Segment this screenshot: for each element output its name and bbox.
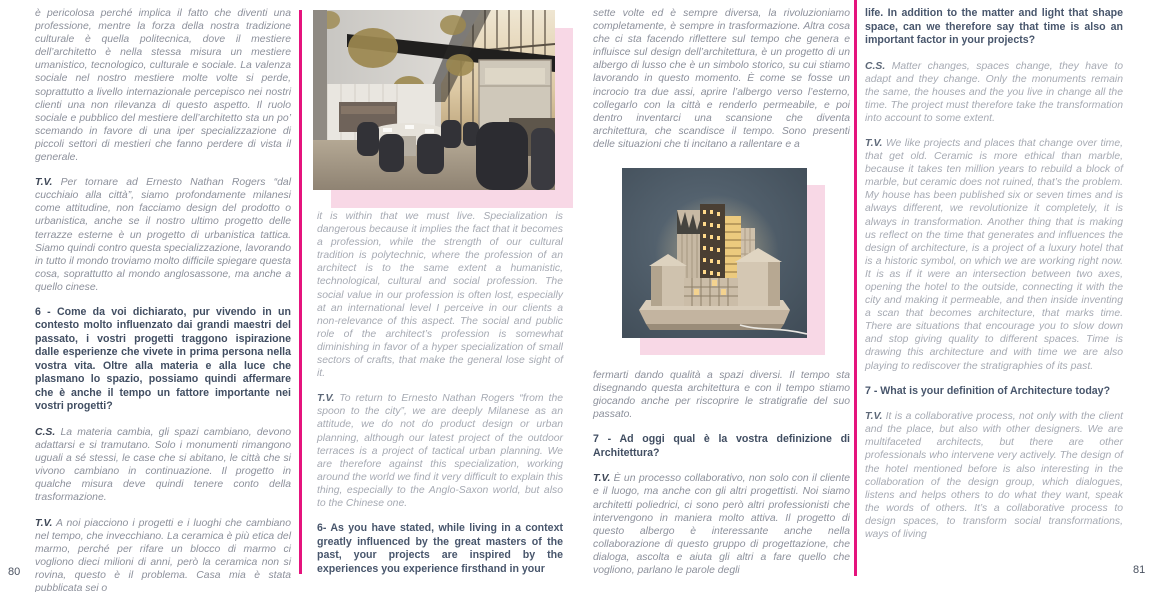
question-6-heading-en: 6- As you have stated, while living in a context greatly influenced by the great masters of the past, your projects are inspired by the experiences you experience firsthand in your (317, 522, 563, 575)
answer-text: To return to Ernesto Nathan Rogers “from the spoon to the city”, we are deeply Milanese as an attitude, we do not do product design or urban planning, although our latest project of the outdoor terraces is a project of tactical urban planning. We are therefore against this specialization, working around the world we find it very difficult to explain this thing, especially to the Anglo-Saxon world, but also to the Chinese one. (317, 393, 564, 509)
speaker-label: T.V. (317, 393, 335, 405)
answer-text: Per tornare ad Ernesto Nathan Rogers “dal cucchiaio alla città”, siamo profondamente milanesi come attitudine, non facciamo design del prodotto o urbanistica, anche se il nostro ultimo progetto delle terrazze esterne è un progetto di urbanistica tattica. Siamo quindi contro questa specializzazione, lavorando in tutto il mondo troviamo molto difficile spiegare questa cosa, soprattutto al mondo anglosassone, ma anche a quello cinese. (35, 177, 292, 293)
restaurant-interior-photo (313, 10, 555, 190)
paragraph (35, 517, 291, 592)
left-page-column-1 (35, 7, 291, 592)
speaker-label: T.V. (865, 411, 883, 423)
page-divider-bar (854, 0, 857, 576)
left-page-column-2 (317, 210, 563, 588)
speaker-label: C.S. (865, 60, 886, 72)
answer-text: A noi piacciono i progetti e i luoghi che cambiano nel tempo, che invecchiano. La ceramica è più etica del marmo, perché per rifare un blocco di marmo ci vogliono dieci milioni di anni, però la ceramica non si rovina, questo è il problema. Casa mia è stata pubblicata sei o (35, 517, 291, 592)
architectural-model-photo (622, 168, 807, 338)
answer-text: We like projects and places that change over time, that get old. Ceramic is more ethical than marble, because it takes ten million years to rebuild a block of marble, but ceramic does not ruined, that’s the problem. My house has been published six or seven times and is always different, we revolutionize it completely, it is always in transformation. Another thing that is making us reflect on the time that generates and influences the design of architecture, is a project of a luxury hotel that is a historic symbol, on which we are working right now. It is as if it were an intersection between two axes, opening the hotel to the outside, connecting it with the city and making it permeable, and then inside inventing a scan that becomes architecture, that marks time. There are situations that encourage you to slow down and stop giving quality to different spaces. Time is drawing this architecture and with time we are also playing to rediscover the stratigraphies of its past. (865, 137, 1123, 372)
answer-text: La materia cambia, gli spazi cambiano, devono adattarsi e si tramutano. Solo i monumenti rimangono uguali a sé stessi, le case che si abitano, le città che si vivono cambiano in continuazione. Il progetto in qualche misura deve quindi tenere conto della trasformazione. (35, 426, 291, 504)
paragraph (35, 176, 291, 294)
paragraph (865, 60, 1123, 125)
paragraph (865, 410, 1123, 541)
paragraph (35, 426, 291, 505)
speaker-label: T.V. (593, 473, 611, 485)
paragraph: it is within that we must live. Specialization is dangerous because it implies the fact that it becomes a profession, while the strength of our cultural tradition is polytechnic, where the profession of an architect is to the same extent a humanistic, technological, cultural and social profession. The social value in our profession is often lost, especially at an international level I perceive in our clients a non-relevance of this aspect. The social and public role of the architect’s profession is somewhat diminishing in favor of a hyper specialization of small sectors of crafts, that make the general lose sight of it. (317, 211, 563, 380)
answer-text: It is a collaborative process, not only with the client and the place, but also with other designers. We are multifaceted architects, but there are other professionals who intervene very actively. The design of the hotel mentioned before is also interesting in the collaboration of the design group, which dialogues, listens and helps others to do what they want, speak the words of others. It’s a collaborative process to design spaces, to transform social transformations, ways of living (865, 411, 1124, 540)
question-6-heading-it: 6 - Come da voi dichiarato, pur vivendo in un contesto molto influenzato dai grandi maestri del passato, i vostri progetti traggono ispirazione dalle esperienze che vivete in prima persona nella vostra vita. Oltre alla materia e alla luce che plasmano lo spazio, possiamo quindi affermare che è anche il tempo un fattore importante nei vostri progetti? (35, 305, 291, 413)
paragraph: è pericolosa perché implica il fatto che diventi una professione, mentre la forza della nostra tradizione culturale è quella politecnica, dove il mestiere dell’architetto è nella stessa misura un mestiere umanistico, tecnologico, culturale e sociale. La valenza sociale nel nostro mestiere molte volte si perde, soprattutto a livello internazionale percepisco nei nostri clienti una non rilevanza di questo aspetto. Il ruolo sociale e pubblico del mestiere dell’architetto sta un po’ scemando in favore di una iper specializzazione di piccoli settori di mestieri che fanno perdere di vista il generale. (35, 8, 291, 164)
speaker-label: T.V. (35, 177, 53, 189)
right-page-column-2 (865, 7, 1123, 553)
question-7-heading-it: 7 - Ad oggi qual è la vostra definizione di Architettura? (593, 433, 850, 459)
column-divider-bar (299, 10, 302, 574)
paragraph (317, 392, 563, 510)
answer-text: È un processo collaborativo, non solo con il cliente e il luogo, ma anche con gli altri progettisti. Noi siamo architetti poliedrici, ci sono però altri professionisti che intervengono in maniera molto attiva. Il progetto di questo albergo è interessante anche nella collaborazione di questo gruppo di progettazione, che dialoga, ascolta e aiuta gli altri a fare quello che vogliono, parlano le parole degli (593, 473, 850, 577)
question-6-heading-en-continued: life. In addition to the matter and light that shape space, can we therefore say that time is also an important factor in your projects? (865, 7, 1123, 46)
speaker-label: T.V. (35, 517, 53, 529)
page-number-right: 81 (1133, 564, 1146, 576)
answer-text: Matter changes, spaces change, they have to adapt and they change. Only the monuments remain the same, the houses and the you live in change all the time. The project must therefore take the transformation into account to some extent. (865, 60, 1123, 124)
right-page-column-1-bottom (593, 369, 850, 589)
speaker-label: C.S. (35, 426, 56, 438)
paragraph: sette volte ed è sempre diversa, la rivoluzioniamo completamente, è sempre in trasformazione. Altra cosa che ci sta facendo riflettere sul tempo che genera e influisce sul design dell’architettura, è un progetto di un albergo di lusso che è un simbolo storico, su cui stiamo lavorando in questo momento. È come se fosse un incrocio tra due assi, aprire l’albergo verso l’esterno, collegarlo con la città e renderlo permeabile, e poi dentro inventarci una scansione che diventa architettura, che scandisce il tempo. Sono presenti delle situazioni che ti incitano a rallentare e a (593, 8, 850, 150)
paragraph (593, 472, 850, 577)
question-7-heading-en: 7 - What is your definition of Architecture today? (865, 384, 1111, 397)
paragraph (865, 137, 1123, 373)
right-page-column-1-top (593, 7, 850, 163)
speaker-label: T.V. (865, 137, 883, 149)
page-number-left: 80 (8, 566, 21, 578)
paragraph: fermarti dando qualità a spazi diversi. Il tempo sta disegnando questa architettura e con il tempo stiamo giocando anche per riscoprire le stratigrafie del suo passato. (593, 370, 850, 421)
